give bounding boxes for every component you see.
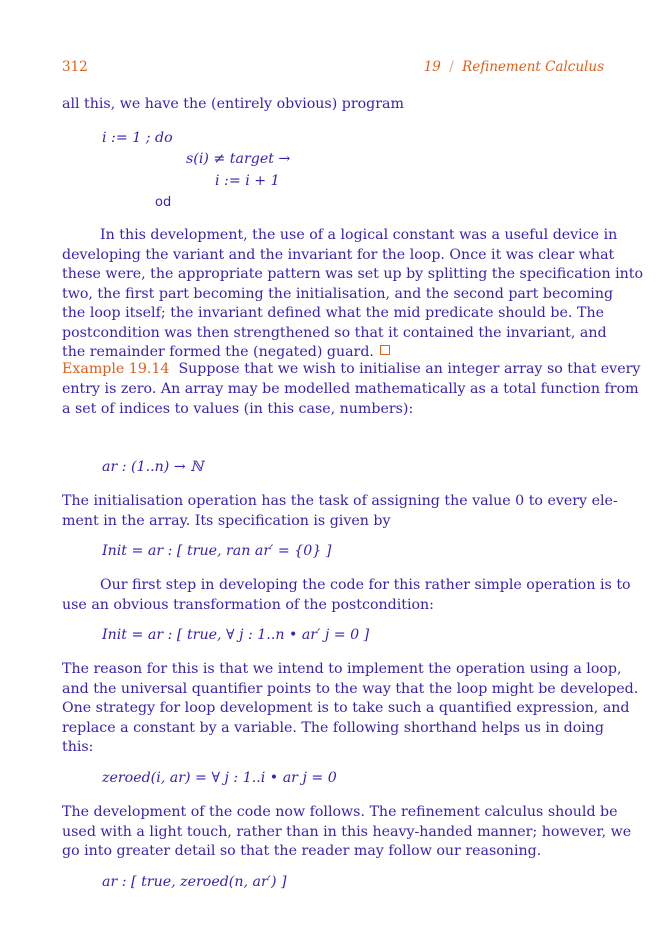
formula-ar: ar : (1..n) → ℕ bbox=[102, 459, 204, 475]
program-line-2: s(i) ≠ target → bbox=[186, 151, 291, 167]
paragraph-line: Our first step in developing the code for this rather simple operation is to bbox=[100, 577, 631, 593]
formula-init-2: Init = ar : [ true, ∀ j : 1..n • ar′ j = 0 ] bbox=[102, 627, 370, 643]
paragraph-line: replace a constant by a variable. The following shorthand helps us in doing bbox=[62, 719, 604, 736]
paragraph-line: and the universal quantifier points to the way that the loop might be developed. bbox=[62, 680, 639, 697]
paragraph-line: postcondition was then strengthened so that it contained the invariant, and bbox=[62, 324, 607, 341]
intro-line: all this, we have the (entirely obvious) program bbox=[62, 96, 404, 112]
paragraph-line: used with a light touch, rather than in this heavy-handed manner; however, we bbox=[62, 823, 632, 840]
paragraph-line: the loop itself; the invariant defined what the mid predicate should be. The bbox=[62, 305, 604, 321]
paragraph-text: the remainder formed the (negated) guard. bbox=[62, 344, 374, 360]
formula-init-1: Init = ar : [ true, ran ar′ = {0} ] bbox=[102, 543, 332, 559]
paragraph-line: One strategy for loop development is to take such a quantified expression, and bbox=[62, 700, 630, 716]
paragraph-line: The reason for this is that we intend to implement the operation using a loop, bbox=[62, 661, 622, 677]
formula-zeroed: zeroed(i, ar) = ∀ j : 1..i • ar j = 0 bbox=[102, 770, 337, 786]
paragraph-line: The development of the code now follows. The refinement calculus should be bbox=[62, 804, 618, 820]
paragraph-line: developing the variant and the invariant for the loop. Once it was clear what bbox=[62, 246, 615, 263]
paragraph-line: a set of indices to values (in this case, numbers): bbox=[62, 400, 414, 417]
example-label: Example 19.14 bbox=[62, 361, 170, 377]
paragraph-line: The initialisation operation has the task of assigning the value 0 to every ele- bbox=[62, 493, 618, 509]
paragraph-line: entry is zero. An array may be modelled mathematically as a total function from bbox=[62, 381, 639, 397]
program-line-3: i := i + 1 bbox=[215, 173, 280, 189]
page-number: 312 bbox=[62, 59, 88, 75]
header-separator: / bbox=[449, 59, 454, 75]
end-of-proof-box-icon bbox=[380, 345, 390, 355]
formula-final: ar : [ true, zeroed(n, ar′) ] bbox=[102, 874, 287, 890]
example-first-line bbox=[62, 360, 641, 380]
paragraph-line: use an obvious transformation of the postcondition: bbox=[62, 596, 434, 613]
paragraph-line: In this development, the use of a logical constant was a useful device in bbox=[100, 227, 618, 243]
paragraph-line: this: bbox=[62, 739, 94, 755]
paragraph-line: two, the first part becoming the initialisation, and the second part becoming bbox=[62, 285, 614, 302]
chapter-title: Refinement Calculus bbox=[462, 59, 604, 75]
chapter-number: 19 bbox=[423, 59, 441, 75]
example-text: Suppose that we wish to initialise an integer array so that every bbox=[178, 361, 641, 377]
paragraph-line: these were, the appropriate pattern was set up by splitting the specification into bbox=[62, 266, 644, 282]
program-line-1: i := 1 ; do bbox=[102, 130, 173, 146]
program-line-4: od bbox=[155, 195, 172, 210]
paragraph-line: go into greater detail so that the reader may follow our reasoning. bbox=[62, 843, 542, 859]
running-header bbox=[424, 59, 604, 75]
paragraph-line: ment in the array. Its specification is given by bbox=[62, 512, 391, 529]
